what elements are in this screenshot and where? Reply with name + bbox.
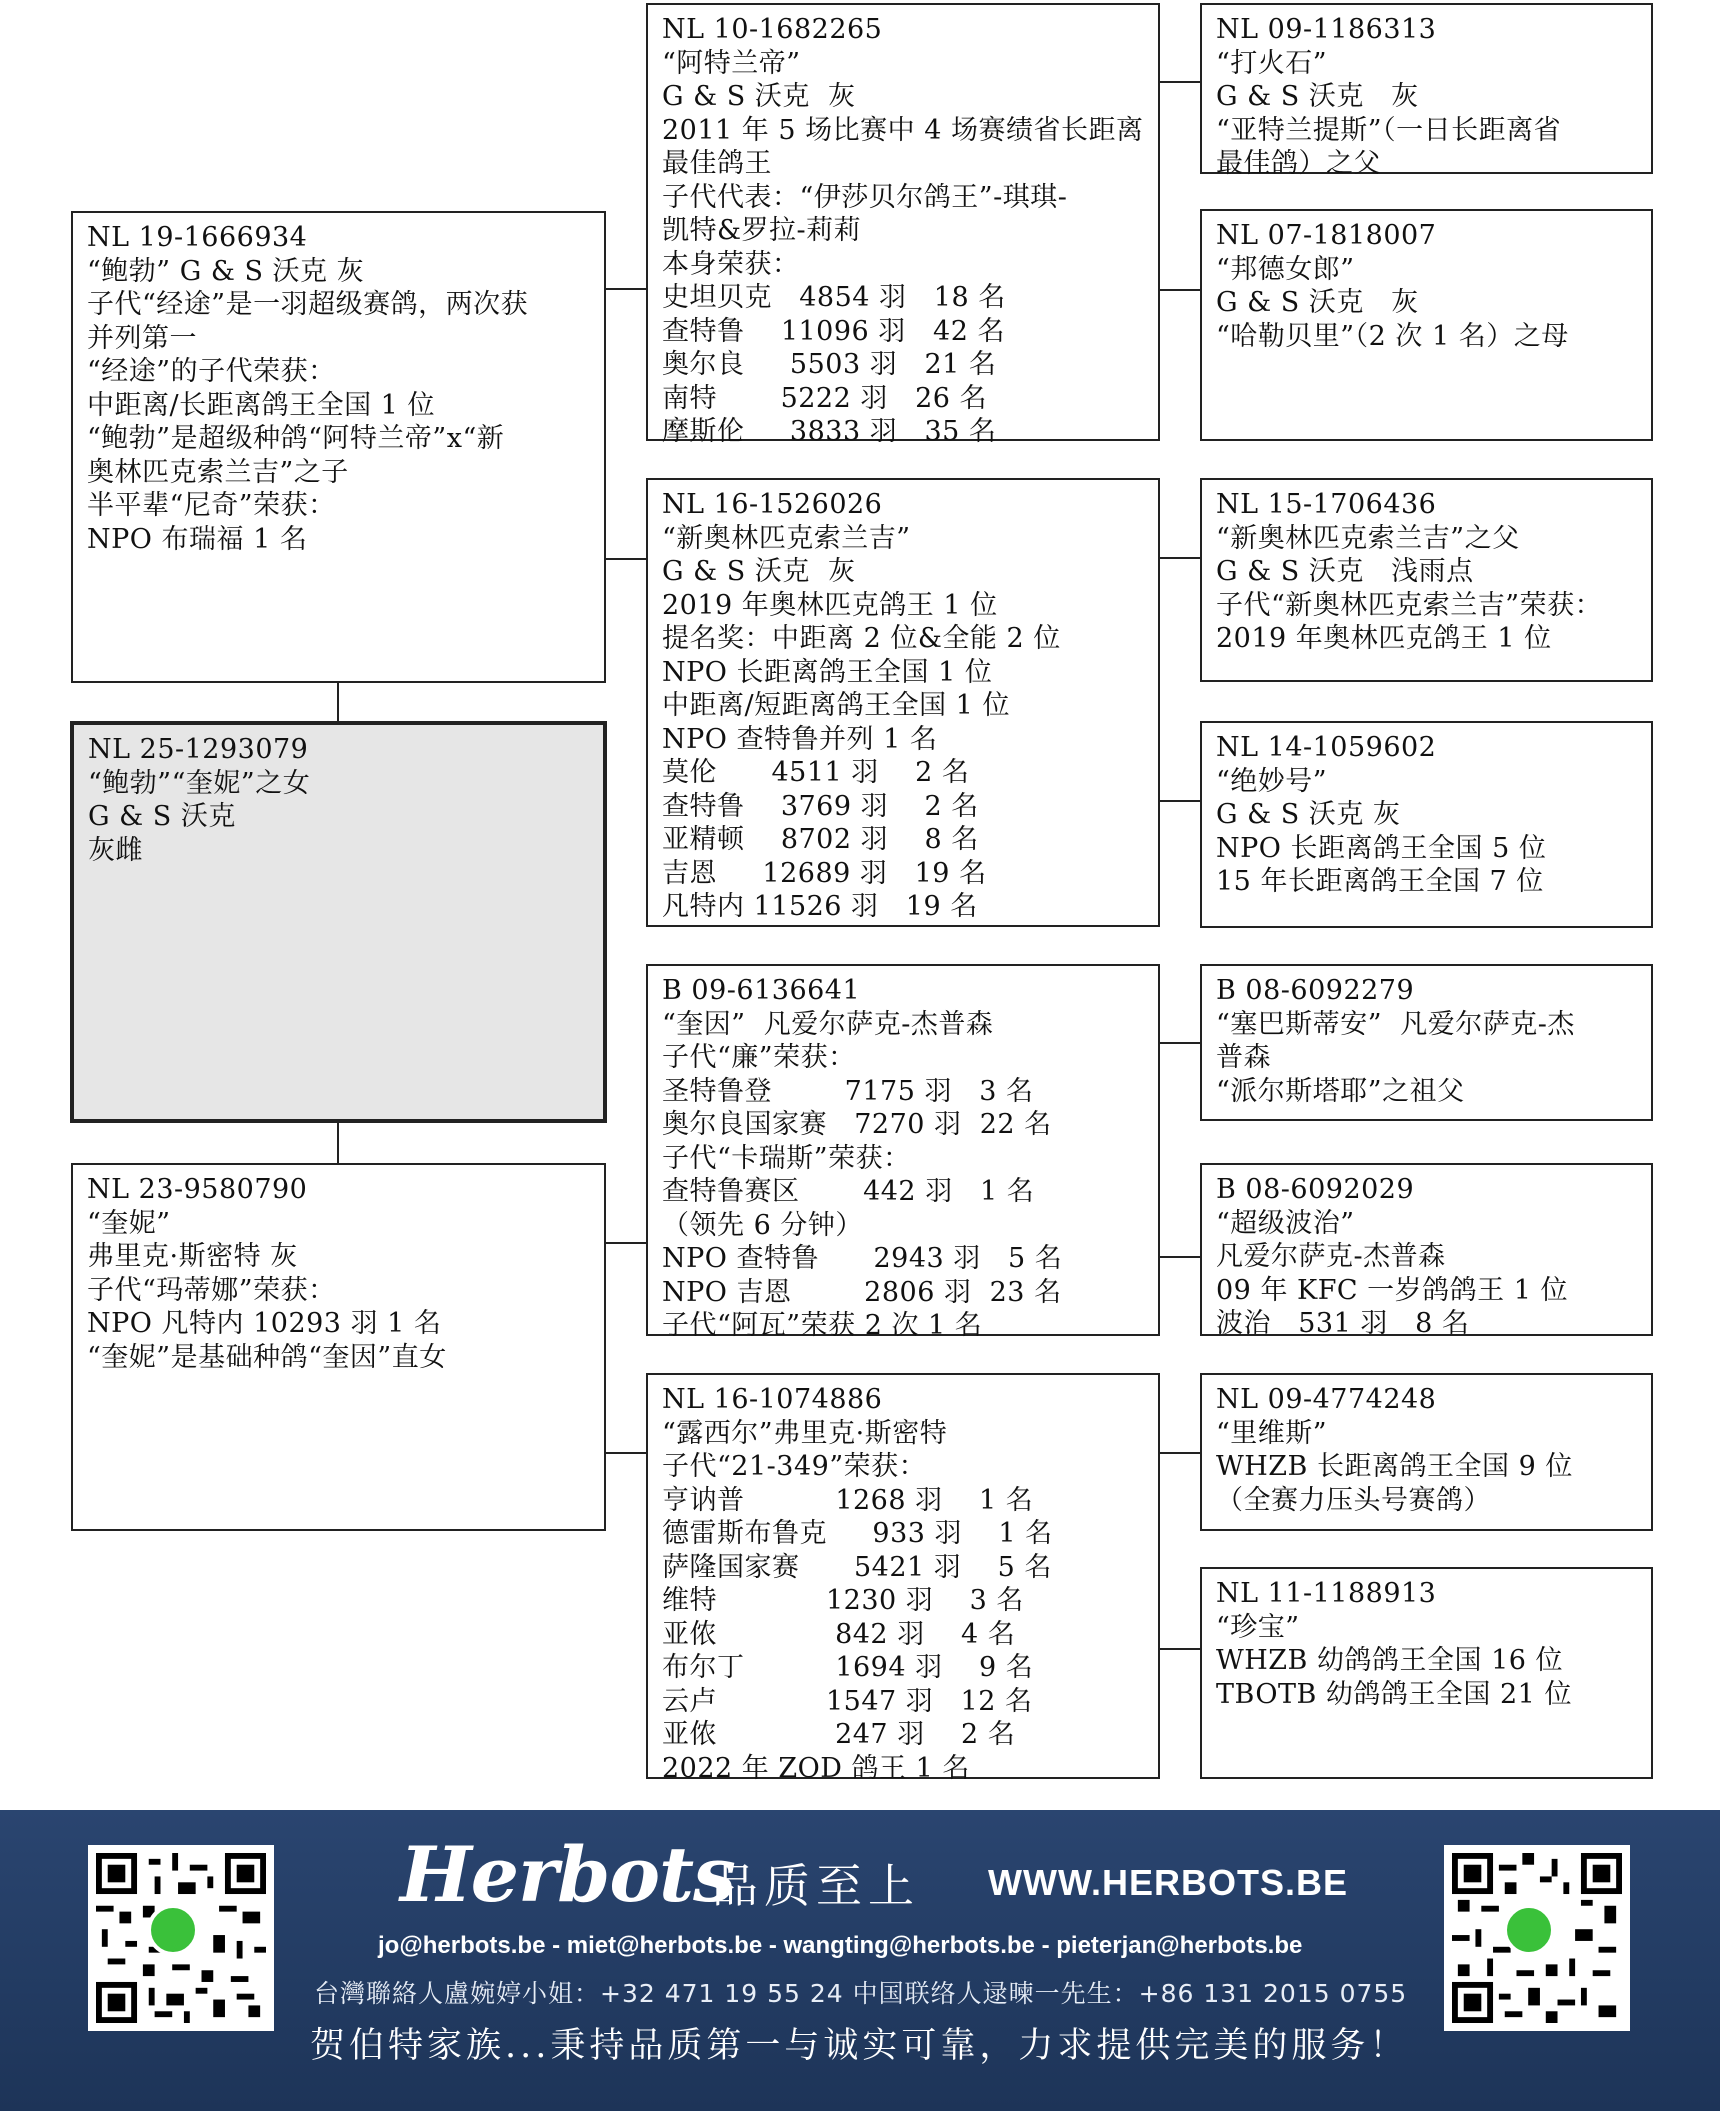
pedigree-line: “塞巴斯蒂安” 凡爱尔萨克-杰 — [1216, 1008, 1575, 1040]
pedigree-line: “打火石” — [1216, 47, 1328, 79]
ring-number: NL 23-9580790 — [87, 1174, 308, 1205]
pedigree-line: 2011 年 5 场比赛中 4 场赛绩省长距离 — [662, 114, 1144, 146]
email-addresses[interactable]: jo@herbots.be - miet@herbots.be - wangting@herbots.be - pieterjan@herbots.be — [378, 1932, 1303, 1959]
dd-dam-box — [1200, 1567, 1653, 1779]
ring-number: NL 09-4774248 — [1216, 1384, 1437, 1415]
pedigree-line: 子代“经途”是一羽超级赛鸽，两次获 — [87, 289, 529, 320]
pedigree-line: NPO 布瑞福 1 名 — [87, 523, 308, 555]
pedigree-line: “超级波治” — [1216, 1207, 1355, 1239]
pedigree-line: 弗里克·斯密特 灰 — [87, 1241, 298, 1272]
ring-number: NL 16-1526026 — [662, 489, 883, 520]
pedigree-line: 云卢 1547 羽 12 名 — [662, 1685, 1033, 1717]
pedigree-line: 凡特内 11526 羽 19 名 — [662, 891, 978, 922]
pedigree-line: “经途”的子代荣获： — [87, 356, 336, 387]
pedigree-line: NPO 长距离鸽王全国 1 位 — [662, 656, 993, 688]
pedigree-line: 维特 1230 羽 3 名 — [662, 1585, 1024, 1616]
pedigree-line: 09 年 KFC 一岁鸽鸽王 1 位 — [1216, 1274, 1569, 1306]
connector-line — [1159, 1256, 1201, 1258]
ring-number: NL 14-1059602 — [1216, 732, 1437, 763]
ring-number: NL 25-1293079 — [88, 734, 309, 765]
pedigree-line: WHZB 幼鸽鸽王全国 16 位 — [1216, 1645, 1564, 1676]
line-qr-code[interactable] — [88, 1845, 274, 2031]
pedigree-line: “派尔斯塔耶”之祖父 — [1216, 1075, 1465, 1107]
pedigree-line: 凯特&罗拉-莉莉 — [662, 215, 862, 246]
sire-box — [71, 211, 606, 683]
pedigree-line: “奎妮”是基础种鸽“奎因”直女 — [87, 1341, 447, 1373]
line-app-icon — [147, 1904, 199, 1956]
pedigree-line: NPO 查特鲁 2943 羽 5 名 — [662, 1243, 1063, 1274]
footer-slogan: 品质至上 — [712, 1859, 920, 1913]
pedigree-line: 子代“阿瓦”荣获 2 次 1 名 — [662, 1310, 983, 1341]
pedigree-line: 圣特鲁登 7175 羽 3 名 — [662, 1075, 1034, 1107]
wechat-app-icon — [1503, 1904, 1555, 1956]
ring-number: NL 09-1186313 — [1216, 14, 1437, 45]
connector-line — [1159, 1042, 1201, 1044]
ds-dam-box — [1200, 1163, 1653, 1339]
connector-line — [1159, 800, 1201, 802]
pedigree-line: 查特鲁 3769 羽 2 名 — [662, 790, 979, 822]
contact-phone-numbers: 台灣聯絡人盧婉婷小姐：+32 471 19 55 24 中国联络人逯暕一先生：+86 131 2015 0755 — [314, 1979, 1408, 2008]
pedigree-line: “邦德女郎” — [1216, 253, 1355, 285]
ring-number: NL 19-1666934 — [87, 222, 308, 253]
pedigree-line: 亚侬 842 羽 4 名 — [662, 1618, 1016, 1650]
pedigree-line: 亚侬 247 羽 2 名 — [662, 1719, 1016, 1750]
pedigree-line: G & S 沃克 灰 — [662, 81, 856, 112]
connector-line — [605, 288, 647, 290]
ring-number: NL 15-1706436 — [1216, 489, 1437, 520]
pedigree-line: 亨讷普 1268 羽 1 名 — [662, 1484, 1034, 1516]
pedigree-line: 波治 531 羽 8 名 — [1216, 1308, 1470, 1339]
sd-dam-box — [1200, 721, 1653, 928]
pedigree-line: 最佳鸽）之父 — [1216, 148, 1381, 179]
pedigree-line: 子代“新奥林匹克索兰吉”荣获： — [1216, 589, 1603, 621]
sd-sire-box — [1200, 478, 1653, 682]
pedigree-line: （领先 6 分钟） — [662, 1209, 863, 1241]
pedigree-line: “绝妙号” — [1216, 765, 1328, 797]
pedigree-line: G & S 沃克 浅雨点 — [1216, 556, 1474, 587]
pedigree-line: 子代“21-349”荣获： — [662, 1451, 927, 1482]
wechat-qr-code[interactable] — [1444, 1845, 1630, 2031]
pedigree-line: 凡爱尔萨克-杰普森 — [1216, 1241, 1446, 1272]
dam-box — [71, 1163, 606, 1531]
pedigree-line: “哈勒贝里”（2 次 1 名）之母 — [1216, 320, 1569, 352]
pedigree-line: 本身荣获： — [662, 248, 800, 280]
pedigree-line: TBOTB 幼鸽鸽王全国 21 位 — [1216, 1678, 1572, 1710]
pedigree-line: NPO 吉恩 2806 羽 23 名 — [662, 1276, 1062, 1308]
pedigree-line: “新奥林匹克索兰吉”之父 — [1216, 522, 1520, 554]
pedigree-line: 史坦贝克 4854 羽 18 名 — [662, 282, 1006, 313]
footer-motto: 贺伯特家族...秉持品质第一与诚实可靠，力求提供完美的服务！ — [310, 2026, 1409, 2066]
pedigree-line: 并列第一 — [87, 322, 197, 354]
pedigree-line: G & S 沃克 灰 — [1216, 81, 1419, 112]
ss-dam-box — [1200, 209, 1653, 441]
connector-line — [337, 1120, 339, 1164]
pedigree-line: G & S 沃克 灰 — [1216, 287, 1419, 318]
pedigree-line: 半平辈“尼奇”荣获： — [87, 490, 336, 521]
dam-sire-box — [646, 964, 1160, 1341]
pedigree-line: “鲍勃”是超级种鸽“阿特兰帝”x“新 — [87, 423, 505, 454]
pedigree-line: 子代代表：“伊莎贝尔鸽王”-琪琪- — [662, 181, 1068, 213]
pedigree-line: “珍宝” — [1216, 1611, 1300, 1643]
website-link[interactable]: WWW.HERBOTS.BE — [988, 1862, 1348, 1903]
pedigree-line: “新奥林匹克索兰吉” — [662, 522, 911, 554]
ring-number: B 09-6136641 — [662, 975, 861, 1006]
connector-line — [1159, 81, 1201, 83]
pedigree-line: 亚精顿 8702 羽 8 名 — [662, 824, 979, 855]
pedigree-line: 中距离/长距离鸽王全国 1 位 — [87, 389, 435, 421]
sire-sire-box — [646, 3, 1160, 447]
pedigree-line: 最佳鸽王 — [662, 148, 772, 179]
connector-line — [605, 1242, 647, 1244]
pedigree-line: NPO 凡特内 10293 羽 1 名 — [87, 1308, 442, 1339]
pedigree-line: 灰雌 — [88, 834, 143, 866]
pedigree-line: “奎妮” — [87, 1207, 171, 1239]
pedigree-line: “鲍勃” G & S 沃克 灰 — [87, 255, 365, 287]
connector-line — [337, 682, 339, 722]
pedigree-line: 2022 年 ZOD 鸽王 1 名 — [662, 1752, 970, 1784]
connector-line — [605, 1452, 647, 1454]
connector-line — [1159, 1648, 1201, 1650]
pedigree-line: “鲍勃”“奎妮”之女 — [88, 767, 311, 799]
ring-number: NL 16-1074886 — [662, 1384, 883, 1415]
dam-dam-box — [646, 1373, 1160, 1784]
pedigree-line: 德雷斯布鲁克 933 羽 1 名 — [662, 1518, 1053, 1549]
pedigree-line: G & S 沃克 — [88, 801, 236, 832]
connector-line — [1159, 557, 1201, 559]
pedigree-line: 子代“玛蒂娜”荣获： — [87, 1274, 336, 1306]
pedigree-line: 查特鲁赛区 442 羽 1 名 — [662, 1176, 1035, 1207]
ring-number: NL 07-1818007 — [1216, 220, 1437, 251]
pedigree-line: 中距离/短距离鸽王全国 1 位 — [662, 690, 1010, 721]
ring-number: B 08-6092279 — [1216, 975, 1415, 1006]
pedigree-line: 摩斯伦 3833 羽 35 名 — [662, 416, 997, 447]
pedigree-line: WHZB 长距离鸽王全国 9 位 — [1216, 1451, 1573, 1482]
pedigree-line: 南特 5222 羽 26 名 — [662, 382, 988, 414]
pedigree-line: “奎因” 凡爱尔萨克-杰普森 — [662, 1008, 994, 1040]
dd-sire-box — [1200, 1373, 1653, 1531]
pedigree-line: 15 年长距离鸽王全国 7 位 — [1216, 866, 1544, 897]
pedigree-line: NPO 长距离鸽王全国 5 位 — [1216, 832, 1547, 864]
ring-number: B 08-6092029 — [1216, 1174, 1415, 1205]
pedigree-line: NPO 查特鲁并列 1 名 — [662, 723, 938, 755]
pedigree-line: G & S 沃克 灰 — [1216, 799, 1401, 830]
subject-box — [70, 721, 607, 1123]
footer-banner — [0, 1810, 1720, 2111]
pedigree-line: “露西尔”弗里克·斯密特 — [662, 1417, 948, 1449]
pedigree-line: 萨隆国家赛 5421 羽 5 名 — [662, 1551, 1052, 1583]
ds-sire-box — [1200, 964, 1653, 1121]
pedigree-line: （全赛力压头号赛鸽） — [1216, 1484, 1491, 1516]
pedigree-line: 子代“卡瑞斯”荣获： — [662, 1142, 911, 1174]
pedigree-line: “亚特兰提斯”（一日长距离省 — [1216, 114, 1562, 146]
pedigree-line: 吉恩 12689 羽 19 名 — [662, 857, 987, 889]
pedigree-line: “阿特兰帝” — [662, 47, 801, 79]
sire-dam-box — [646, 478, 1160, 927]
pedigree-line: 布尔丁 1694 羽 9 名 — [662, 1652, 1034, 1683]
pedigree-line: 2019 年奥林匹克鸽王 1 位 — [662, 589, 998, 621]
connector-line — [1159, 289, 1201, 291]
pedigree-line: 奥尔良 5503 羽 21 名 — [662, 349, 997, 380]
herbots-logo: Herbots — [400, 1830, 735, 1919]
pedigree-line: 莫伦 4511 羽 2 名 — [662, 757, 970, 788]
connector-line — [605, 558, 647, 560]
pedigree-line: 提名奖：中距离 2 位&全能 2 位 — [662, 623, 1061, 654]
pedigree-line: 奥尔良国家赛 7270 羽 22 名 — [662, 1109, 1052, 1140]
connector-line — [1159, 1452, 1201, 1454]
pedigree-line: 查特鲁 11096 羽 42 名 — [662, 315, 1005, 347]
ring-number: NL 10-1682265 — [662, 14, 883, 45]
pedigree-line: 奥林匹克索兰吉”之子 — [87, 456, 349, 488]
pedigree-line: 子代“廉”荣获： — [662, 1042, 856, 1073]
pedigree-line: 2019 年奥林匹克鸽王 1 位 — [1216, 623, 1552, 654]
ss-sire-box — [1200, 3, 1653, 179]
ring-number: NL 11-1188913 — [1216, 1578, 1437, 1609]
pedigree-line: G & S 沃克 灰 — [662, 556, 856, 587]
pedigree-line: “里维斯” — [1216, 1417, 1328, 1449]
pedigree-line: 普森 — [1216, 1042, 1271, 1073]
